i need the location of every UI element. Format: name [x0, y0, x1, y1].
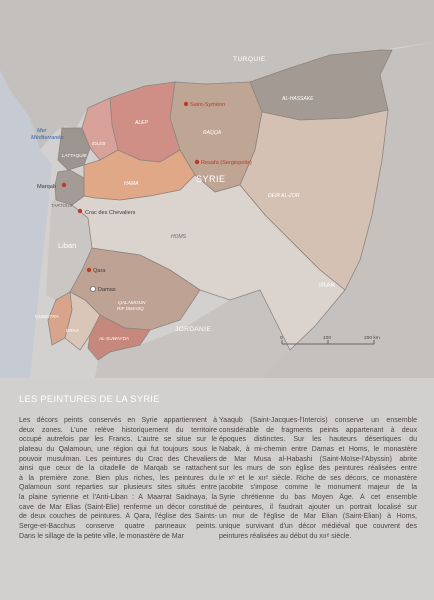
article-line: deux zones. L'une relève historiquement du territoire	[19, 426, 217, 434]
article-line: la plaine syrienne et l'Anti-Liban : À Maarrat Saidnaya, la	[19, 494, 217, 502]
label-lattaquie: LATTAQUIE	[62, 153, 87, 158]
article-line: Serge-et-Bacchus conserve quatre panneaux peints.	[19, 523, 217, 531]
label-deir-al-zor: DEIR AL-ZOR	[268, 193, 300, 199]
article-line: un mur de l'église de Mar Elian (Saint-Élian) à Homs,	[219, 513, 417, 521]
article-line: Syrie chrétienne du bas Moyen Âge. À cet ensemble	[219, 494, 417, 502]
label-raqqa: RAQQA	[203, 130, 222, 136]
article-line: sur les murs de son église des peintures réalisées entre	[219, 465, 417, 473]
article-line: Nabak, à mi-chemin entre Damas et Homs, le monastère	[219, 445, 417, 453]
marker-resafa	[195, 160, 199, 164]
article-line: à la première zone. Bien plus riches, les peintures du	[19, 474, 217, 482]
article-line: de peintures, il faudrait ajouter un portrait localisé sur	[219, 503, 417, 511]
article-line: peintures réalisées au début du xııᵉ siècle.	[219, 532, 352, 540]
damas-marker	[90, 286, 95, 291]
scale-label-0: 0	[280, 336, 283, 341]
article-line: de Mar Musa al-Habashi (Saint-Moïse-l'Abyssin) abrite	[219, 455, 417, 463]
marker-marqab	[62, 183, 66, 187]
label-resafa: Resafa (Sergiopolis)	[201, 160, 252, 166]
article-line: unique survivant d'un décor médiéval que couvrent des	[219, 523, 417, 531]
scale-label-100: 100	[323, 336, 332, 341]
label-tartous: TARTOUS	[51, 203, 73, 208]
article-line: Yaaqub (Saint-Jacques-l'Intercis) conserve un ensemble	[219, 417, 417, 424]
label-turkey: TURQUIE	[233, 56, 266, 63]
article-title: LES PEINTURES DE LA SYRIE	[19, 394, 160, 405]
label-krak: Crac des Chevaliers	[85, 210, 136, 216]
label-alep: ALEP	[135, 120, 148, 126]
article-line: plateau du Qalamoun, une région qui fut toujours sous le	[19, 445, 217, 453]
article-line: ainsi que ceux de la citadelle de Marqab se rattachent	[19, 465, 217, 473]
label-marqab: Marqab	[37, 184, 56, 190]
label-saint-symeon: Saint-Syméon	[190, 102, 226, 108]
label-syria: SYRIE	[196, 174, 226, 184]
article-line: le xᵉ et le xııᵉ siècle. Riche de ses décors, ce monastère	[219, 474, 417, 482]
article-line: Les décors peints conservés en Syrie appartiennent à	[19, 417, 217, 424]
marker-krak	[78, 209, 82, 213]
label-sea-line2: Méditerranée	[31, 135, 64, 141]
article-line: Dans le sillage de la petite ville, le monastère de Mar	[19, 532, 184, 540]
label-al-hassake: AL-HASSAKE	[282, 96, 314, 102]
article-line: jacobite s'impose comme le monument majeur de la	[219, 484, 417, 492]
article-line: de deux couches de peintures. À Qara, l'église des Saints-	[19, 513, 217, 521]
article-line: cave de Mar Elias (Saint-Élie) renferme un décor constitué	[19, 503, 217, 511]
label-deraa: DRAA	[66, 328, 79, 333]
label-rif-dimasq: RIF DIMASQ	[117, 306, 144, 311]
marker-saint-symeon	[184, 102, 188, 106]
label-qara: Qara	[93, 268, 106, 274]
scale-label-200: 200 km	[364, 336, 380, 341]
label-sea-line1: Mer	[37, 128, 47, 134]
label-qalamoun: QALAMOUN	[118, 301, 146, 306]
article-column-left	[19, 416, 217, 541]
article-line: époques distinctes. Sur les hauteurs désertiques du	[219, 436, 417, 444]
article-line: pouvoir musulman. Les peintures du Crac des Chevaliers	[19, 455, 217, 463]
label-iraq: IRAK	[319, 282, 336, 289]
article-line: Qalamoun sont reparties sur plusieurs sites situés entre	[19, 484, 217, 492]
label-idleb: IDLEB	[92, 141, 106, 146]
label-quneitra: QUNEITRA	[35, 314, 59, 319]
label-damas: Damas	[98, 287, 116, 293]
article-line: considérable de fragments peints appartenant à deux	[219, 426, 417, 434]
article-column-right	[219, 416, 417, 541]
article-line: occupé autrefois par les Francs. L'autre se situe sur le	[19, 436, 217, 444]
label-jordan: JORDANIE	[175, 326, 212, 333]
label-homs: HOMS	[171, 234, 186, 240]
label-hama: HAMA	[124, 181, 139, 187]
label-lebanon: Liban	[58, 241, 77, 250]
label-al-suwayda: AL-SUWAYDA	[99, 336, 129, 341]
marker-qara	[87, 268, 91, 272]
